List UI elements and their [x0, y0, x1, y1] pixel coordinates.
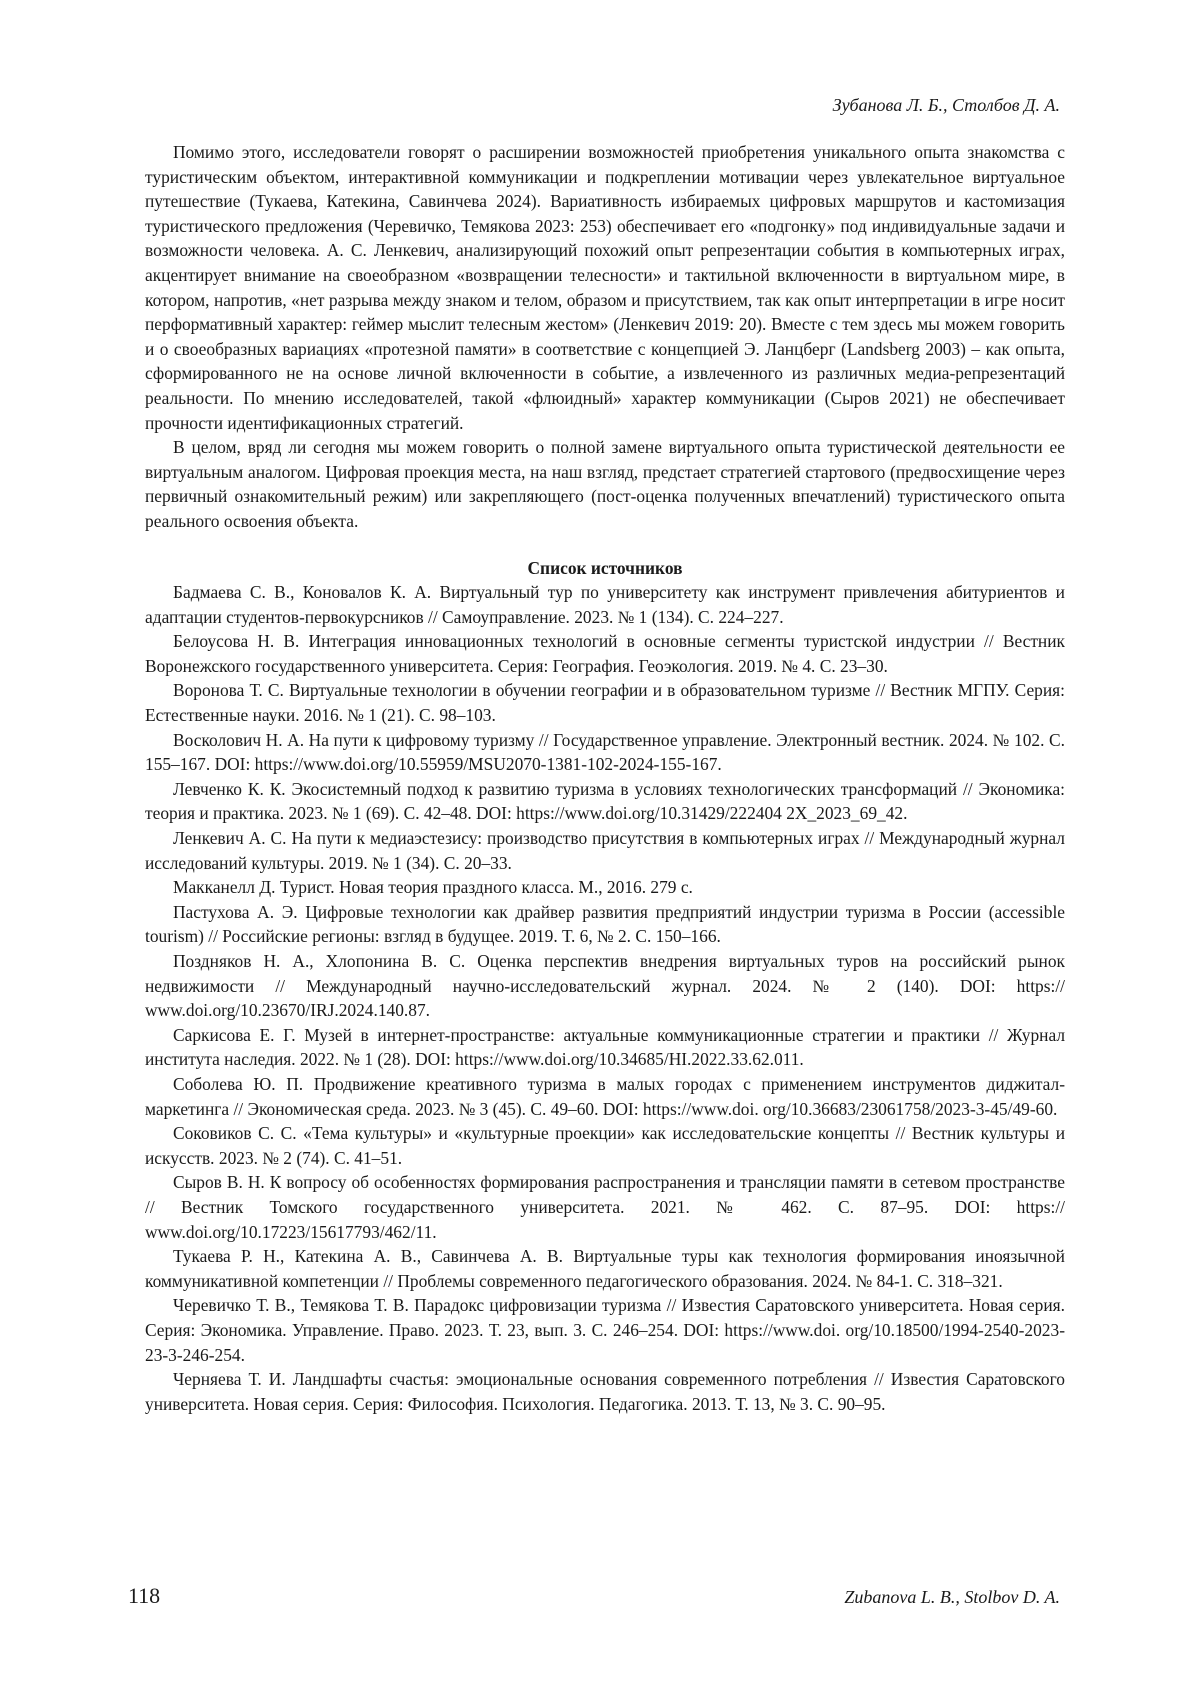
reference-item: Бадмаева С. В., Коновалов К. А. Виртуальный тур по университету как инструмент привлечения абитуриентов и адаптации студентов-первокурсников // Самоуправление. 2023. № 1 (134). С. 224–227. [145, 582, 1065, 627]
reference-item: Сыров В. Н. К вопросу об особенностях формирования распространения и трансляции памяти в сетевом пространстве // Вестник Томского государственного университета. 2021. № 462. С. 87–95. DOI: https:// www.doi.org/10.17223/15617793/462/11. [145, 1172, 1065, 1242]
references-title: Список источников [527, 557, 683, 578]
page-number: 118 [128, 1583, 161, 1608]
body-paragraph: В целом, вряд ли сегодня мы можем говорить о полной замене виртуального опыта туристической деятельности ее виртуальным аналогом. Цифровая проекция места, на наш взгляд, предстает стратегией стартового (предвосхищение через первичный ознакомительный режим) или закрепляющего (пост-оценка полученных впечатлений) туристического опыта реального освоения объекта. [145, 437, 1065, 531]
body-paragraph: Помимо этого, исследователи говорят о расширении возможностей приобретения уникального опыта знакомства с туристическим объектом, интерактивной коммуникации и подкреплении мотивации через увлекательное виртуальное путешествие (Тукаева, Катекина, Савинчева 2024). Вариативность избираемых цифровых маршрутов и кастомизация туристического предложения (Черевичко, Темякова 2023: 253) обеспечивает его «подгонку» под индивидуальные задачи и возможности человека. А. С. Ленкевич, анализирующий похожий опыт репрезентации события в компьютерных играх, акцентирует внимание на своеобразном «возвращении телесности» и тактильной включенности в виртуальном мире, в котором, напротив, «нет разрыва между знаком и телом, образом и присутствием, так как опыт интерпретации в игре носит перформативный характер: геймер мыслит телесным жестом» (Ленкевич 2019: 20). Вместе с тем здесь мы можем говорить и о своеобразных вариациях «протезной памяти» в соответствие с концепцией Э. Ланцберг (Landsberg 2003) – как опыта, сформированного не на основе личной включенности в событие, а извлеченного из различных медиа-репрезентаций реальности. По мнению исследователей, такой «флюидный» характер коммуникации (Сыров 2021) не обеспечивает прочности идентификационных стратегий. [145, 142, 1065, 433]
reference-item: Восколович Н. А. На пути к цифровому туризму // Государственное управление. Электронный вестник. 2024. № 102. С. 155–167. DOI: https://www.doi.org/10.55959/MSU2070-1381-102-2024-155-167. [145, 729, 1065, 775]
references-list [145, 580, 1065, 1416]
reference-item: Левченко К. К. Экосистемный подход к развитию туризма в условиях технологических трансформаций // Экономика: теория и практика. 2023. № 1 (69). С. 42–48. DOI: https://www.doi.org/10.31429/222404 2X_2023_69_42. [145, 778, 1065, 824]
reference-item: Соболева Ю. П. Продвижение креативного туризма в малых городах с применением инструментов диджитал-маркетинга // Экономическая среда. 2023. № 3 (45). С. 49–60. DOI: https://www.doi. org/10.36683/23061758/2023-3-45/49-60. [145, 1073, 1065, 1119]
reference-item: Поздняков Н. А., Хлопонина В. С. Оценка перспектив внедрения виртуальных туров на российский рынок недвижимости // Международный научно-исследовательский журнал. 2024. № 2 (140). DOI: https:// www.doi.org/10.23670/IRJ.2024.140.87. [145, 951, 1065, 1021]
reference-item: Соковиков С. С. «Тема культуры» и «культурные проекции» как исследовательские концепты // Вестник культуры и искусств. 2023. № 2 (74). С. 41–51. [145, 1123, 1065, 1168]
reference-item: Макканелл Д. Турист. Новая теория праздного класса. М., 2016. 279 с. [173, 877, 693, 898]
reference-item: Воронова Т. С. Виртуальные технологии в обучении географии и в образовательном туризме // Вестник МГПУ. Серия: Естественные науки. 2016. № 1 (21). С. 98–103. [145, 680, 1065, 726]
reference-item: Тукаева Р. Н., Катекина А. В., Савинчева А. В. Виртуальные туры как технология формирования иноязычной коммуникативной компетенции // Проблемы современного педагогического образования. 2024. № 84-1. С. 318–321. [145, 1246, 1065, 1291]
reference-item: Пастухова А. Э. Цифровые технологии как драйвер развития предприятий индустрии туризма в России (accessible tourism) // Российские регионы: взгляд в будущее. 2019. Т. 6, № 2. С. 150–166. [145, 901, 1065, 947]
footer-authors: Zubanova L. B., Stolbov D. A. [844, 1587, 1060, 1607]
reference-item: Черняева Т. И. Ландшафты счастья: эмоциональные основания современного потребления // Известия Саратовского университета. Новая серия. Серия: Философия. Психология. Педагогика. 2013. Т. 13, № 3. С. 90–95. [145, 1369, 1065, 1414]
reference-item: Белоусова Н. В. Интеграция инновационных технологий в основные сегменты туристской индустрии // Вестник Воронежского государственного университета. Серия: География. Геоэкология. 2019. № 4. С. 23–30. [145, 631, 1065, 676]
reference-item: Черевичко Т. В., Темякова Т. В. Парадокс цифровизации туризма // Известия Саратовского университета. Новая серия. Серия: Экономика. Управление. Право. 2023. Т. 23, вып. 3. С. 246–254. DOI: https://www.doi. org/10.18500/1994-2540-2023-23-3-246-254. [145, 1295, 1065, 1365]
reference-item: Ленкевич А. С. На пути к медиаэстезису: производство присутствия в компьютерных играх // Международный журнал исследований культуры. 2019. № 1 (34). С. 20–33. [145, 828, 1065, 873]
page-content [145, 140, 1065, 1416]
running-head-authors: Зубанова Л. Б., Столбов Д. А. [832, 95, 1060, 115]
reference-item: Саркисова Е. Г. Музей в интернет-пространстве: актуальные коммуникационные стратегии и практики // Журнал института наследия. 2022. № 1 (28). DOI: https://www.doi.org/10.34685/HI.2022.33.62.011. [145, 1024, 1065, 1070]
